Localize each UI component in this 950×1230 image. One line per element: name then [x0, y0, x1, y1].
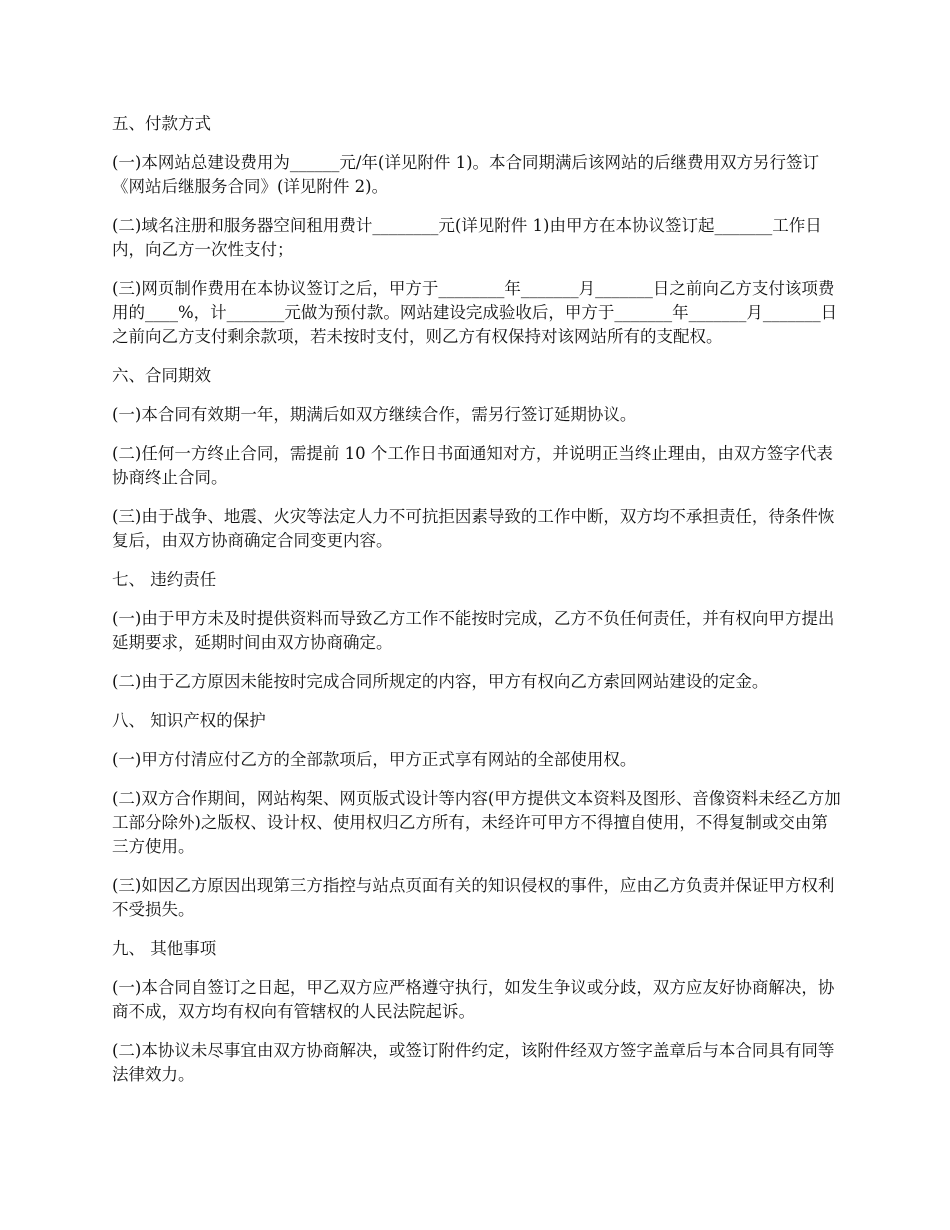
paragraph: (一)由于甲方未及时提供资料而导致乙方工作不能按时完成，乙方不负任何责任，并有权向甲方提出延期要求，延期时间由双方协商确定。: [112, 609, 835, 652]
section-heading-term: 六、合同期效: [112, 366, 211, 385]
section-heading-liability: 七、 违约责任: [112, 570, 217, 589]
paragraph: (三)网页制作费用在本协议签订之后，甲方于________年_______月_______日之前向乙方支付该项费用的____%，计_______元做为预付款。网站建设完成验收后，甲方于_______年_______月_______日之前向乙方支付剩余款项，若未按时支付，则乙方有权保持对该网站所有的支配权。: [112, 279, 838, 346]
paragraph: (三)如因乙方原因出现第三方指控与站点页面有关的知识侵权的事件，应由乙方负责并保证甲方权利不受损失。: [112, 876, 835, 919]
paragraph: (二)由于乙方原因未能按时完成合同所规定的内容，甲方有权向乙方索回网站建设的定金。: [112, 672, 769, 691]
paragraph: (一)甲方付清应付乙方的全部款项后，甲方正式享有网站的全部使用权。: [112, 750, 637, 769]
paragraph: (一)本合同自签订之日起，甲乙双方应严格遵守执行，如发生争议或分歧，双方应友好协商解决，协商不成，双方均有权向有管辖权的人民法院起诉。: [112, 978, 835, 1021]
section-heading-payment: 五、付款方式: [112, 114, 211, 133]
paragraph: (一)本网站总建设费用为______元/年(详见附件 1)。本合同期满后该网站的后继费用双方另行签订《网站后继服务合同》(详见附件 2)。: [112, 153, 820, 196]
paragraph: (二)本协议未尽事宜由双方协商解决，或签订附件约定，该附件经双方签字盖章后与本合同具有同等法律效力。: [112, 1041, 835, 1084]
paragraph: (三)由于战争、地震、火灾等法定人力不可抗拒因素导致的工作中断，双方均不承担责任，待条件恢复后，由双方协商确定合同变更内容。: [112, 507, 835, 550]
document-body: [112, 112, 842, 1102]
section-heading-ip: 八、 知识产权的保护: [112, 711, 266, 730]
paragraph: (二)域名注册和服务器空间租用费计________元(详见附件 1)由甲方在本协议签订起_______工作日内，向乙方一次性支付；: [112, 216, 822, 259]
section-heading-other: 九、 其他事项: [112, 939, 217, 958]
paragraph: (二)双方合作期间，网站构架、网页版式设计等内容(甲方提供文本资料及图形、音像资料未经乙方加工部分除外)之版权、设计权、使用权归乙方所有，未经许可甲方不得擅自使用，不得复制或交由第三方使用。: [112, 789, 841, 856]
paragraph: (二)任何一方终止合同，需提前 10 个工作日书面通知对方，并说明正当终止理由，由双方签字代表协商终止合同。: [112, 444, 833, 487]
paragraph: (一)本合同有效期一年，期满后如双方继续合作，需另行签订延期协议。: [112, 405, 637, 424]
